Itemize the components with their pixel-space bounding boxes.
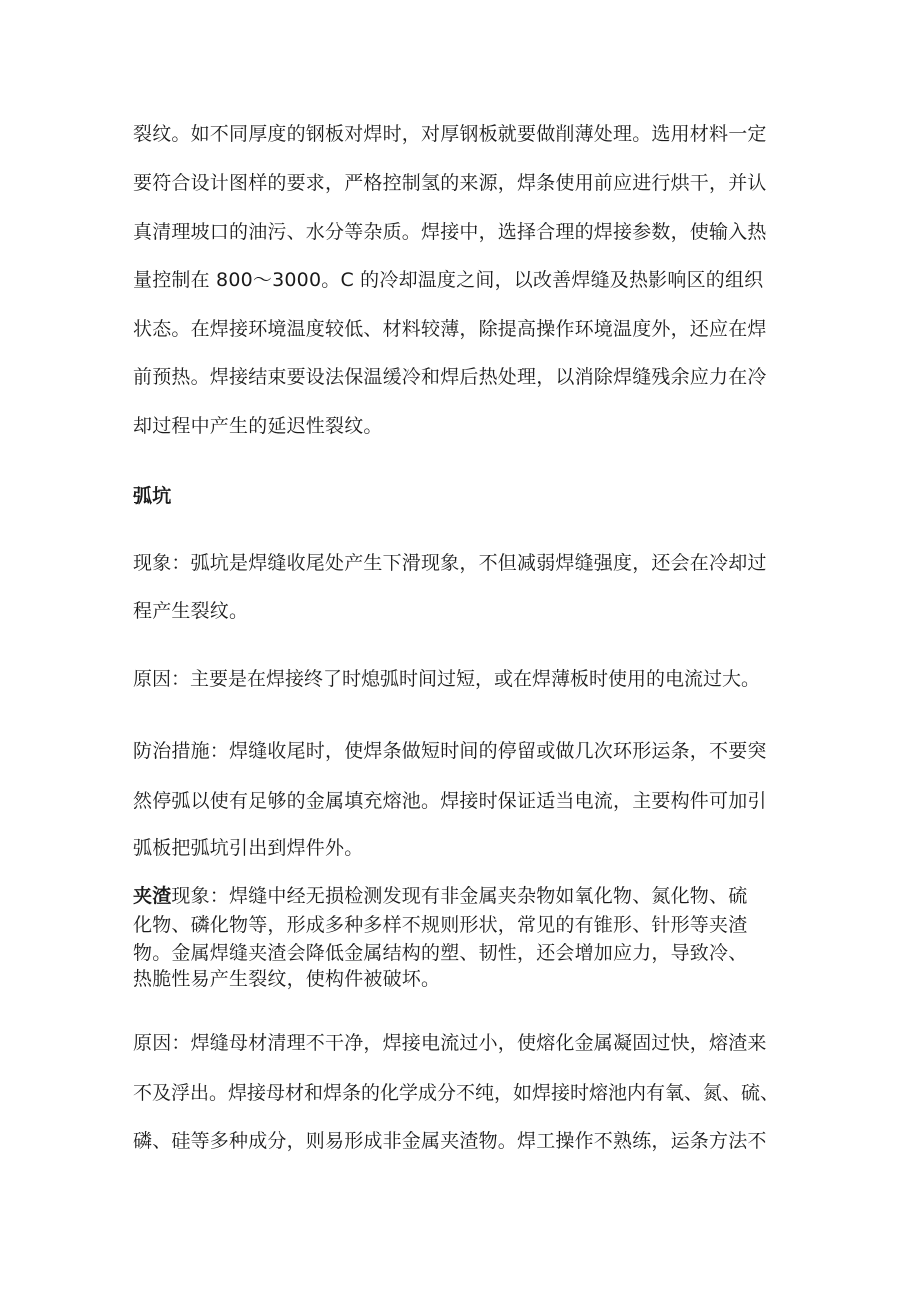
slag-cause-line: 不及浮出。焊接母材和焊条的化学成分不纯，如焊接时熔池内有氧、氮、硫、 <box>133 1082 780 1104</box>
slag-phenomenon-line <box>133 884 747 908</box>
arc-crater-cause: 原因：主要是在焊接终了时熄弧时间过短，或在焊薄板时使用的电流过大。 <box>133 668 761 690</box>
body-text-line: 却过程中产生的延迟性裂纹。 <box>133 415 383 437</box>
section-heading-arc-crater: 弧坑 <box>133 485 172 507</box>
body-text-line: 量控制在 800～3000。C 的冷却温度之间，以改善焊缝及热影响区的组织 <box>133 269 764 291</box>
slag-cause-line: 磷、硅等多种成分，则易形成非金属夹渣物。焊工操作不熟练，运条方法不 <box>133 1130 767 1152</box>
slag-cause-line: 原因：焊缝母材清理不干净，焊接电流过小，使熔化金属凝固过快，熔渣来 <box>133 1032 767 1054</box>
body-text-line: 真清理坡口的油污、水分等杂质。焊接中，选择合理的焊接参数，使输入热 <box>133 221 767 243</box>
arc-crater-prevention-line: 弧板把弧坑引出到焊件外。 <box>133 837 364 859</box>
slag-phenomenon-line: 物。金属焊缝夹渣会降低金属结构的塑、韧性，还会增加应力，导致冷、 <box>133 942 748 964</box>
slag-phenomenon-line: 热脆性易产生裂纹，使构件被破坏。 <box>133 968 441 990</box>
body-text-line: 裂纹。如不同厚度的钢板对焊时，对厚钢板就要做削薄处理。选用材料一定 <box>133 123 767 145</box>
slag-phenomenon-line: 化物、磷化物等，形成多种多样不规则形状，常见的有锥形、针形等夹渣 <box>133 914 748 936</box>
slag-phenomenon-text: 现象：焊缝中经无损检测发现有非金属夹杂物如氧化物、氮化物、硫 <box>171 885 748 907</box>
arc-crater-prevention-line: 防治措施：焊缝收尾时，使焊条做短时间的停留或做几次环形运条，不要突 <box>133 740 767 762</box>
body-text-line: 前预热。焊接结束要设法保温缓冷和焊后热处理，以消除焊缝残余应力在冷 <box>133 366 767 388</box>
section-heading-slag: 夹渣 <box>133 885 172 907</box>
arc-crater-prevention-line: 然停弧以使有足够的金属填充熔池。焊接时保证适当电流，主要构件可加引 <box>133 790 767 812</box>
arc-crater-phenomenon-line: 现象：弧坑是焊缝收尾处产生下滑现象，不但减弱焊缝强度，还会在冷却过 <box>133 552 767 574</box>
body-text-line: 状态。在焊接环境温度较低、材料较薄，除提高操作环境温度外，还应在焊 <box>133 318 767 340</box>
arc-crater-phenomenon-line: 程产生裂纹。 <box>133 600 249 622</box>
body-text-line: 要符合设计图样的要求，严格控制氢的来源，焊条使用前应进行烘干，并认 <box>133 172 767 194</box>
